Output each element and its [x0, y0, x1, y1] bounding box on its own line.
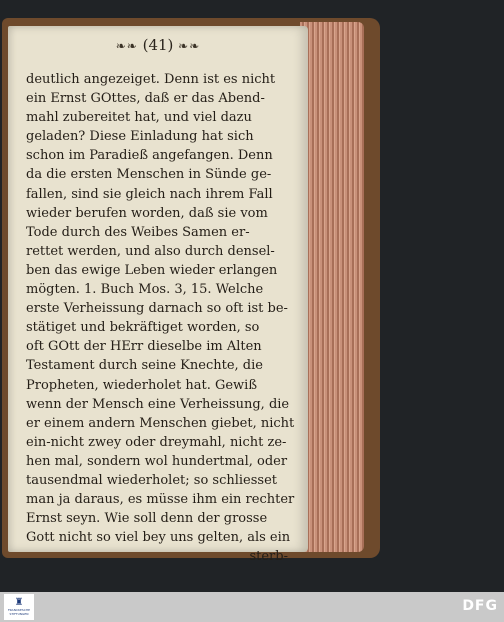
- text-line: Testament durch seine Knechte, die: [26, 358, 263, 374]
- logo-icon: ♜: [14, 597, 24, 608]
- text-line: mahl zubereitet hat, und viel dazu: [26, 110, 252, 126]
- page-edges: [300, 22, 364, 552]
- ornament-right-icon: ❧❧: [178, 39, 201, 53]
- page-header: [8, 36, 308, 54]
- text-line: ein-nicht zwey oder dreymahl, nicht ze-: [26, 434, 287, 450]
- text-line: geladen? Diese Einladung hat sich: [26, 129, 254, 145]
- dfg-logo[interactable]: DFG: [462, 598, 498, 614]
- text-line: ein Ernst GOttes, daß er das Abend-: [26, 91, 265, 107]
- text-line: hen mal, sondern wol hundertmal, oder: [26, 453, 288, 469]
- text-line: rettet werden, und also durch densel-: [26, 243, 275, 259]
- institution-logo[interactable]: [4, 594, 34, 620]
- viewer-footer: [0, 592, 504, 622]
- text-line: Gott nicht so viel bey uns gelten, als ein: [26, 530, 291, 546]
- catchword: sterb-: [249, 549, 288, 565]
- text-line: ben das ewige Leben wieder erlangen: [26, 262, 278, 278]
- text-line: Ernst seyn. Wie soll denn der grosse: [26, 511, 268, 527]
- page-number: (41): [142, 36, 174, 54]
- text-line: wenn der Mensch eine Verheissung, die: [26, 396, 290, 412]
- text-line: tausendmal wiederholet; so schliesset: [26, 472, 277, 488]
- body-text: [26, 70, 295, 566]
- text-line: stätiget und bekräftiget worden, so: [26, 320, 260, 336]
- text-line: er einem andern Menschen giebet, nicht: [26, 415, 295, 431]
- text-line: mögten. 1. Buch Mos. 3, 15. Welche: [26, 282, 264, 298]
- ornament-left-icon: ❧❧: [115, 39, 138, 53]
- text-line: erste Verheissung darnach so oft ist be-: [26, 301, 288, 317]
- text-line: deutlich angezeiget. Denn ist es nicht: [26, 72, 276, 87]
- text-line: da die ersten Menschen in Sünde ge-: [26, 167, 272, 183]
- text-line: Propheten, wiederholet hat. Gewiß: [26, 377, 258, 393]
- text-line: Tode durch des Weibes Samen er-: [26, 224, 250, 240]
- text-line: fallen, sind sie gleich nach ihrem Fall: [26, 186, 273, 202]
- text-line: oft GOtt der HErr dieselbe im Alten: [26, 339, 262, 355]
- logo-text: FRANCKESCHE STIFTUNGEN: [7, 608, 31, 616]
- text-line: man ja daraus, es müsse ihm ein rechter: [26, 492, 295, 508]
- text-line: schon im Paradieß angefangen. Denn: [26, 148, 273, 164]
- book-page: [8, 26, 308, 565]
- text-line: wieder berufen worden, daß sie vom: [26, 205, 268, 221]
